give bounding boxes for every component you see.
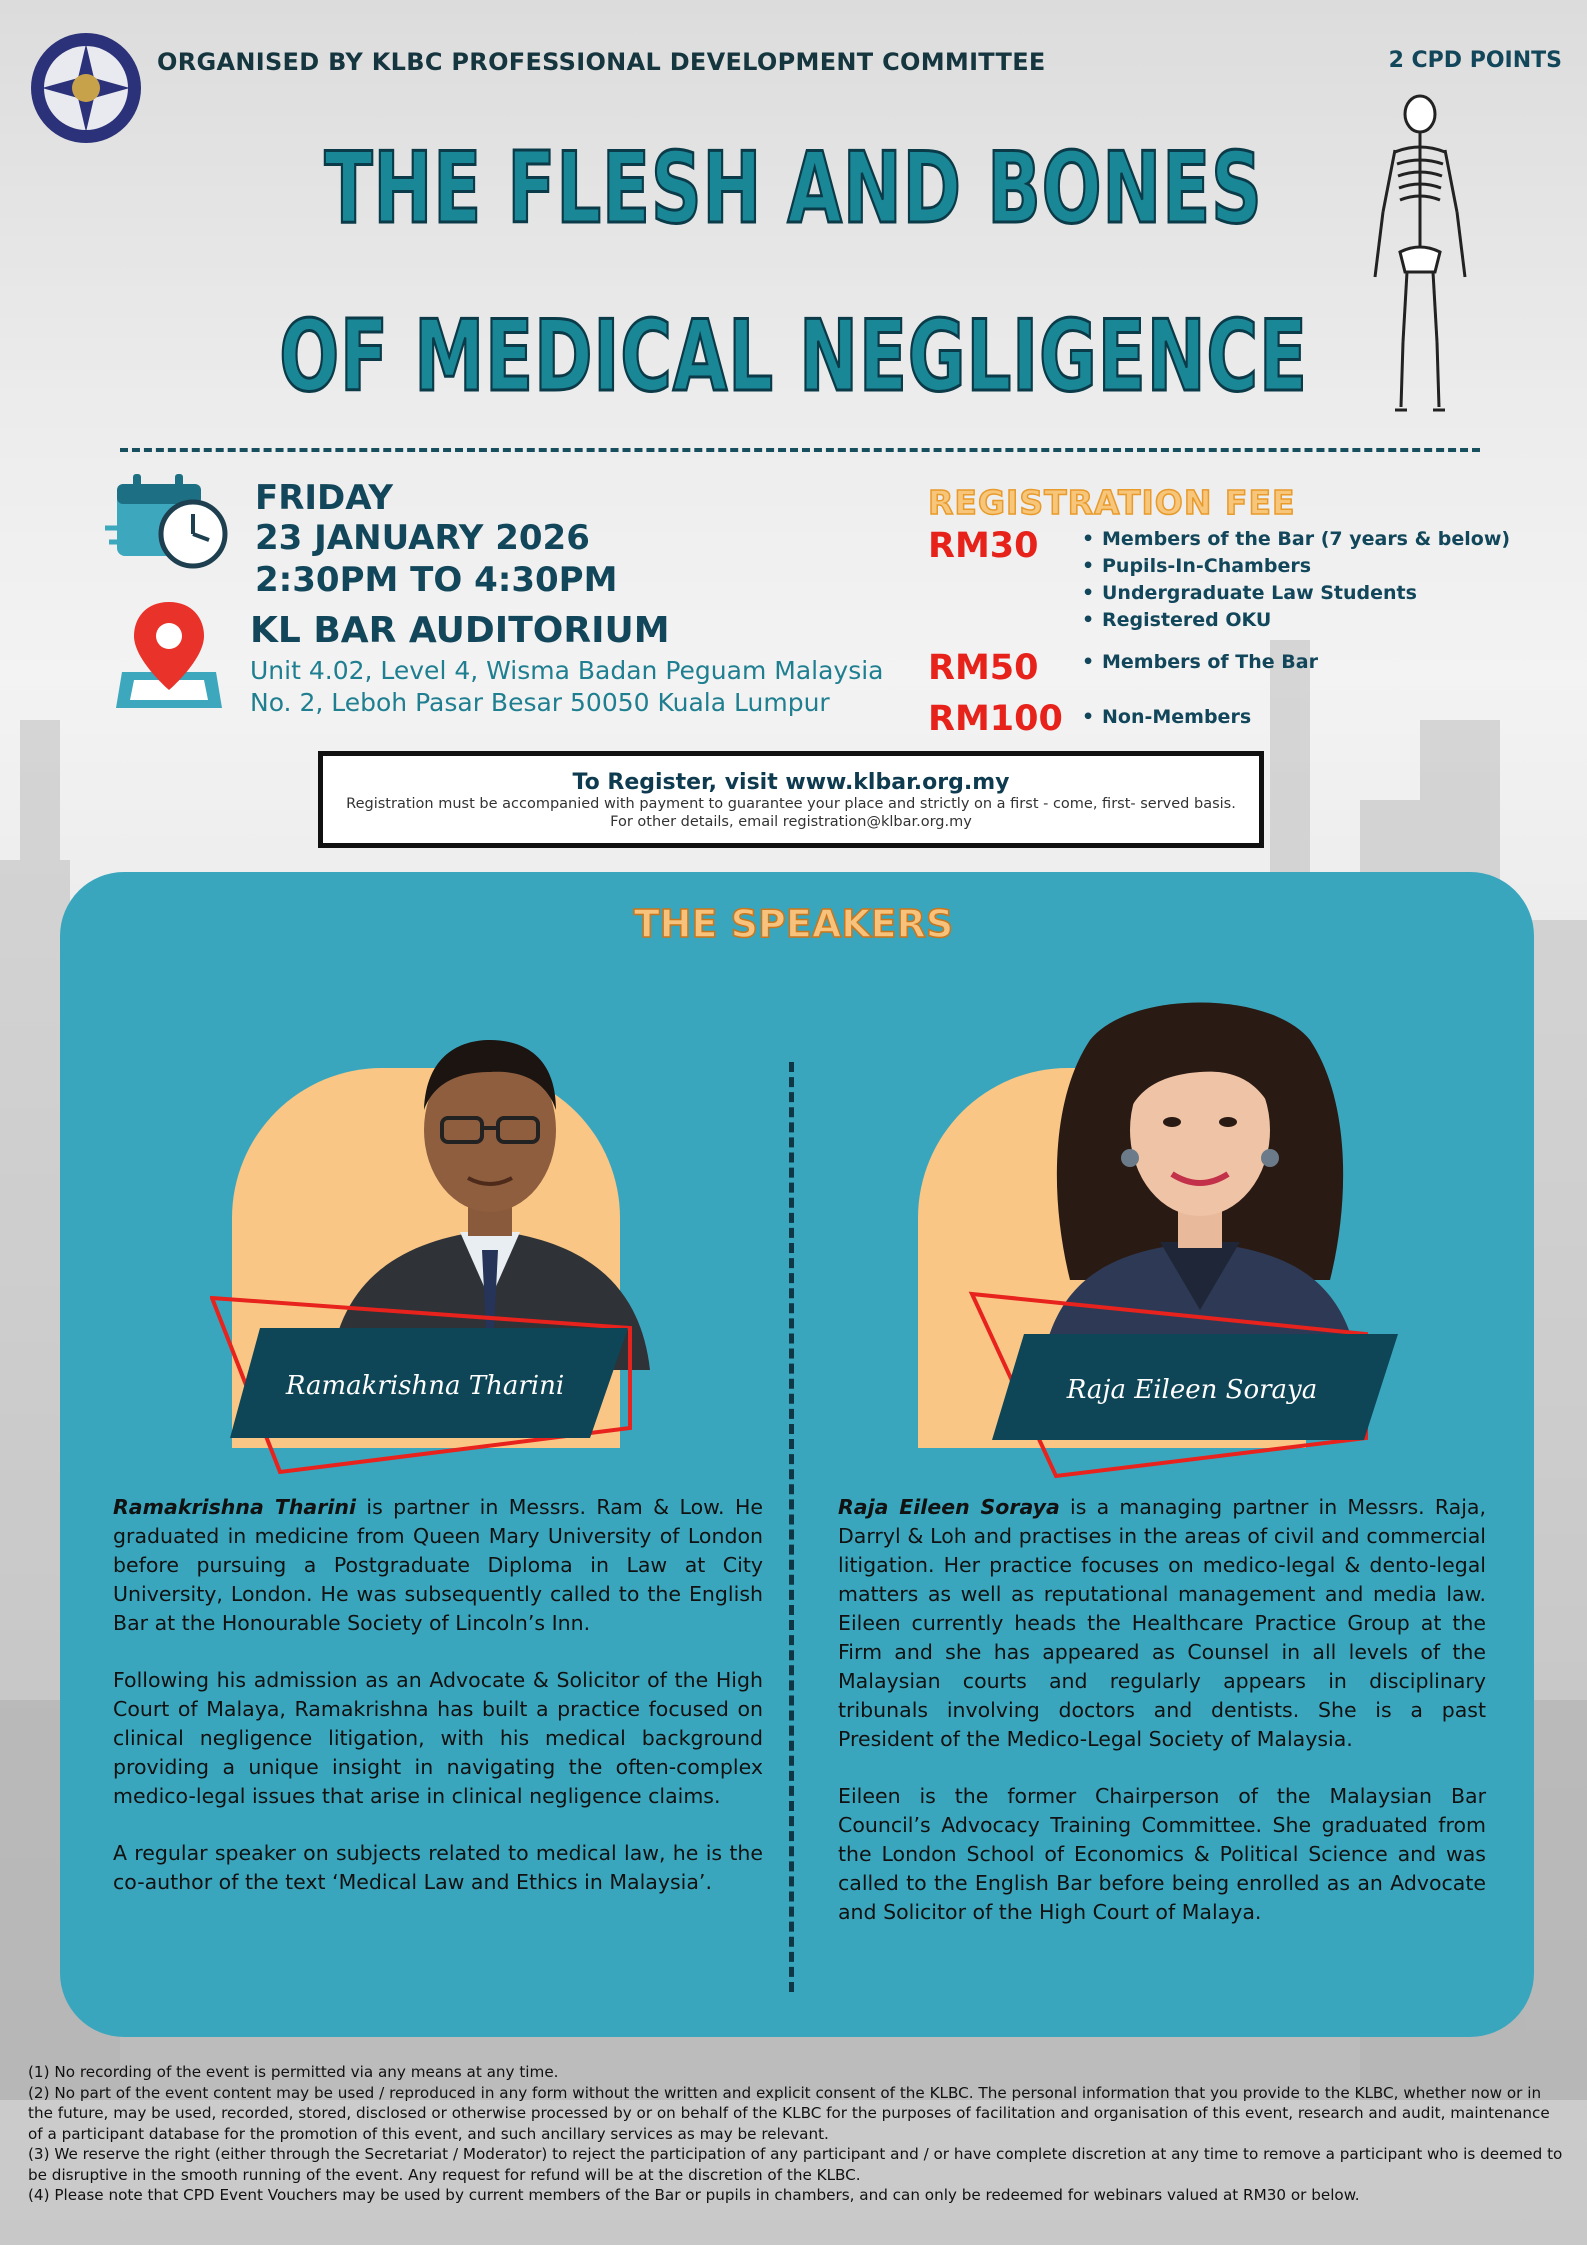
skeleton-icon	[1365, 92, 1475, 422]
speaker-1-name-banner	[210, 1288, 640, 1478]
speaker-2-bio	[838, 1493, 1486, 1955]
note-item: (1) No recording of the event is permitted via any means at any time.	[28, 2063, 559, 2081]
registration-email-note: For other details, email registration@klbar.org.my	[610, 814, 972, 830]
venue-address-line-2: No. 2, Leboh Pasar Besar 50050 Kuala Lumpur	[250, 688, 830, 717]
bio-paragraph: Eileen is the former Chairperson of the Malaysian Bar Council’s Advocacy Training Committee. She graduated from the London School of Economics & Political Science and was called to the English Bar before being enrolled as an Advocate and Solicitor of the High Court of Malaya.	[838, 1784, 1486, 1924]
event-date: 23 JANUARY 2026	[255, 518, 590, 558]
venue-address-line-1: Unit 4.02, Level 4, Wisma Badan Peguam Malaysia	[250, 656, 884, 685]
calendar-clock-icon	[105, 466, 235, 576]
speaker-1-bio	[113, 1493, 763, 1925]
bio-paragraph	[113, 1493, 763, 1638]
fee-eligibility-list	[1080, 704, 1251, 731]
speakers-divider	[789, 1062, 794, 1992]
bio-paragraph: Following his admission as an Advocate & Solicitor of the High Court of Malaya, Ramakrishna has built a practice focused on clinical negligence litigation, with his medical background providing a unique insight in navigating the often-complex medico-legal issues that arise in clinical negligence claims.	[113, 1668, 763, 1808]
terms-notes	[28, 2062, 1563, 2206]
bio-paragraph	[838, 1493, 1486, 1754]
fee-eligibility-item: • Non-Members	[1080, 704, 1251, 731]
speaker-2-name-banner	[968, 1290, 1408, 1480]
registration-box	[318, 751, 1264, 848]
note-item: (3) We reserve the right (either through the Secretariat / Moderator) to reject the participation of any participant and / or have complete discretion at any time to remove a participant who is deemed to be disruptive in the smooth running of the event. Any request for refund will be at the discretion of the KLBC.	[28, 2145, 1563, 2184]
title-line-1: THE FLESH AND BONES	[324, 132, 1263, 246]
fee-amount: RM50	[928, 648, 1039, 688]
fee-eligibility-item: • Members of The Bar	[1080, 649, 1318, 676]
bio-speaker-name: Ramakrishna Tharini	[113, 1495, 356, 1519]
fee-amount: RM100	[928, 699, 1063, 739]
speaker-1-name: Ramakrishna Tharini	[285, 1371, 565, 1401]
fee-amount: RM30	[928, 526, 1039, 566]
bio-paragraph: A regular speaker on subjects related to medical law, he is the co-author of the text ‘Medical Law and Ethics in Malaysia’.	[113, 1841, 763, 1894]
fee-eligibility-item: • Members of the Bar (7 years & below)	[1080, 526, 1510, 553]
cpd-points-text: 2 CPD POINTS	[1388, 48, 1562, 73]
fee-eligibility-list	[1080, 649, 1318, 676]
speakers-heading: THE SPEAKERS	[633, 902, 954, 946]
location-pin-icon	[110, 598, 228, 716]
bio-text: is partner in Messrs. Ram & Low. He graduated in medicine from Queen Mary University of London before pursuing a Postgraduate Diploma in Law at City University, London. He was subsequently called to the English Bar at the Honourable Society of Lincoln’s Inn.	[113, 1495, 763, 1635]
registration-note: Registration must be accompanied with payment to guarantee your place and strictly on a first - come, first- served basis.	[346, 796, 1236, 812]
registration-link[interactable]: To Register, visit www.klbar.org.my	[572, 770, 1010, 795]
organiser-text: ORGANISED BY KLBC PROFESSIONAL DEVELOPMENT COMMITTEE	[157, 48, 1046, 76]
fee-eligibility-item: • Pupils-In-Chambers	[1080, 553, 1510, 580]
fee-eligibility-list	[1080, 526, 1510, 634]
registration-fee-heading: REGISTRATION FEE	[928, 483, 1296, 522]
title-line-2: OF MEDICAL NEGLIGENCE	[279, 300, 1308, 414]
venue-name: KL BAR AUDITORIUM	[250, 610, 670, 651]
note-item: (4) Please note that CPD Event Vouchers may be used by current members of the Bar or pupils in chambers, and can only be redeemed for webinars valued at RM30 or below.	[28, 2186, 1360, 2204]
note-item: (2) No part of the event content may be used / reproduced in any form without the written and explicit consent of the KLBC. The personal information that you provide to the KLBC, whether now or in the future, may be used, recorded, stored, disclosed or otherwise processed by or on behalf of the KLBC for the purposes of facilitation and organisation of this event, research and audit, maintenance of a participant database for the promotion of this event, and such ancillary services as may be relevant.	[28, 2083, 1550, 2143]
bar-association-crest-icon	[28, 30, 144, 146]
event-day: FRIDAY	[255, 478, 393, 518]
bio-text: is a managing partner in Messrs. Raja, Darryl & Loh and practises in the areas of civil and commercial litigation. Her practice focuses on medico-legal & dento-legal matters as well as reputational management and media law. Eileen currently heads the Healthcare Practice Group at the Firm and she has appeared as Counsel in all levels of the Malaysian courts and regularly appears in disciplinary tribunals involving doctors and dentists. She is a past President of the Medico-Legal Society of Malaysia.	[838, 1495, 1487, 1751]
fee-eligibility-item: • Undergraduate Law Students	[1080, 580, 1510, 607]
event-time: 2:30PM TO 4:30PM	[255, 560, 618, 600]
title-divider	[120, 448, 1480, 452]
speaker-2-name: Raja Eileen Soraya	[1066, 1375, 1318, 1405]
bio-speaker-name: Raja Eileen Soraya	[838, 1495, 1060, 1519]
fee-eligibility-item: • Registered OKU	[1080, 607, 1510, 634]
